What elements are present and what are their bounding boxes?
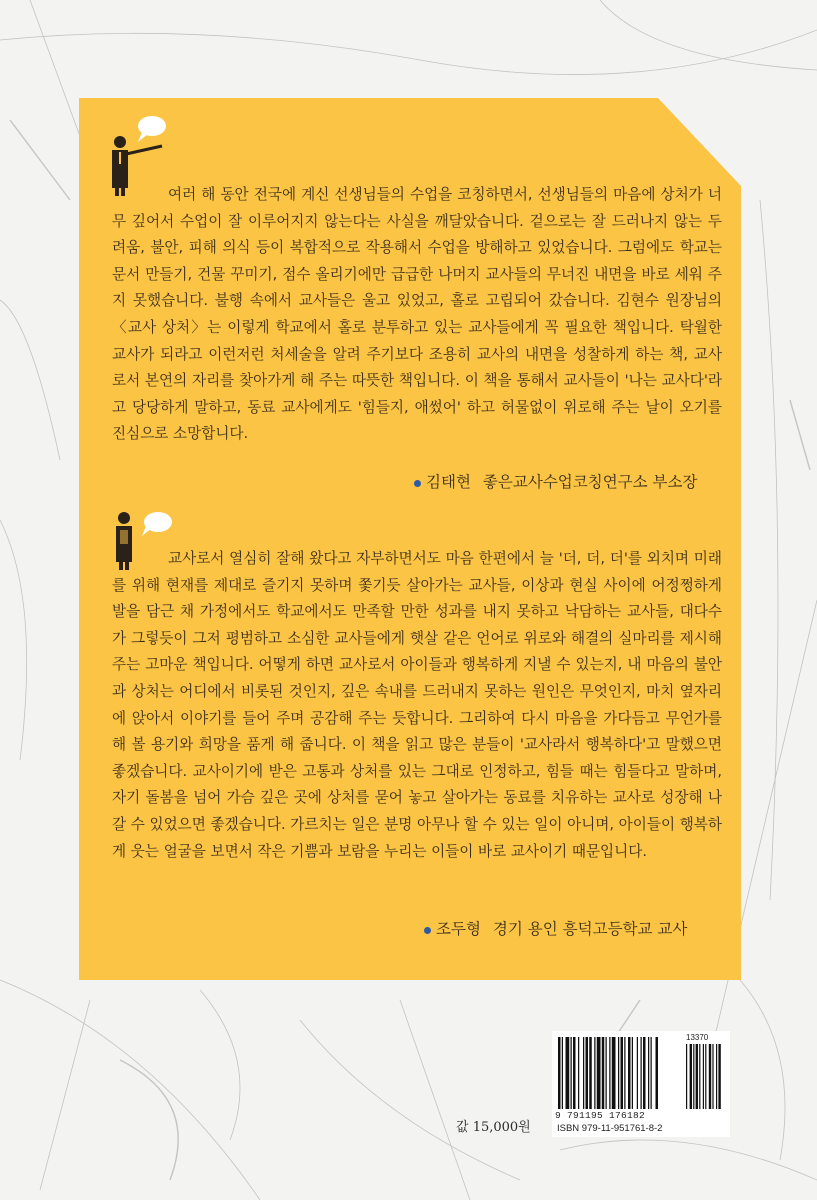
bullet-icon [424, 927, 431, 934]
barcode-bar [594, 1037, 595, 1109]
barcode-addon-bar [709, 1044, 711, 1109]
review-1-text: 여러 해 동안 전국에 계신 선생님들의 수업을 코칭하면서, 선생님들의 마음에 상처가 너무 깊어서 수업이 잘 이루어지지 않는다는 사실을 깨달았습니다. 겉으로는 잘 드러나지 않는 두려움, 불안, 피해 의식 등이 복합적으로 작용해서 수업을 방해하고 있었습니다. 그럼에도 학교는 문서 만들기, 건물 꾸미기, 점수 올리기에만 급급한 나머지 교사들의 무너진 내면을 바로 세워 주지 못했습니다. 불행 속에서 교사들은 울고 있었고, 홀로 고립되어 갔습니다. 김현수 원장님의 〈교사 상처〉는 이렇게 학교에서 홀로 분투하고 있는 교사들에게 꼭 필요한 책입니다. 탁월한 교사가 되라고 이런저런 처세술을 알려 주기보다 조용히 교사의 내면을 성찰하게 하는 책, 교사로서 본연의 자리를 찾아가게 해 주는 따뜻한 책입니다. 이 책을 통해서 교사들이 '나는 교사다'라고 당당하게 말하고, 동료 교사에게도 '힘들지, 애썼어' 하고 허물없이 위로해 주는 날이 오기를 진심으로 소망합니다. [112, 186, 722, 443]
barcode-bar [641, 1037, 642, 1109]
review-2-author-title: 경기 용인 흥덕고등학교 교사 [492, 920, 688, 938]
barcode-bar [612, 1037, 616, 1109]
barcode-bar [628, 1037, 631, 1109]
isbn-number: ISBN 979-11-951761-8-2 [557, 1123, 663, 1134]
barcode-addon-number: 13370 [686, 1033, 709, 1042]
barcode-addon-bar [718, 1044, 720, 1109]
barcode-bar [606, 1037, 607, 1109]
barcode-bar [637, 1037, 638, 1109]
barcode-bar [578, 1037, 579, 1109]
barcode-bar [609, 1037, 610, 1109]
barcode-bar [656, 1037, 659, 1109]
barcode-addon-bar [716, 1044, 717, 1109]
barcode-bar [643, 1037, 646, 1109]
barcode-bar [566, 1037, 570, 1109]
review-2-author-name: 조두형 [436, 920, 481, 938]
review-1-author-name: 김태현 [426, 473, 471, 491]
barcode-bar [648, 1037, 649, 1109]
barcode-bar [621, 1037, 624, 1109]
barcode-addon-bar [699, 1044, 700, 1109]
barcode-bar [651, 1037, 652, 1109]
bullet-icon [414, 480, 421, 487]
barcode-digits: 9 791195 176182 [555, 1110, 646, 1121]
barcode-bar [632, 1037, 633, 1109]
barcode-bar [583, 1037, 584, 1109]
barcode-bar [602, 1037, 605, 1109]
barcode-addon-bar [690, 1044, 692, 1109]
barcode-bar [618, 1037, 619, 1109]
barcode-bar [571, 1037, 572, 1109]
barcode-addon-bar [693, 1044, 694, 1109]
barcode-bar [558, 1037, 561, 1109]
barcode-bar [586, 1037, 589, 1109]
review-2-signature [424, 917, 687, 939]
review-1-author-title: 좋은교사수업코칭연구소 부소장 [482, 473, 698, 491]
barcode-addon-bar [712, 1044, 713, 1109]
barcode-bar [562, 1037, 563, 1109]
review-2-text: 교사로서 열심히 잘해 왔다고 자부하면서도 마음 한편에서 늘 '더, 더, 더'를 외치며 미래를 위해 현재를 제대로 즐기지 못하며 쫓기듯 살아가는 교사들, 이상과 현실 사이에 어정쩡하게 발을 담근 채 가정에서도 학교에서도 만족할 만한 성과를 내지 못하고 낙담하는 교사들, 대다수가 그렇듯이 그저 평범하고 소심한 교사들에게 햇살 같은 언어로 위로와 해결의 실마리를 제시해 주는 고마운 책입니다. 어떻게 하면 교사로서 아이들과 행복하게 지낼 수 있는지, 내 마음의 불안과 상처는 어디에서 비롯된 것인지, 깊은 속내를 드러내지 못하는 원인은 무엇인지, 마치 옆자리에 앉아서 이야기를 들어 주며 공감해 주는 듯합니다. 그리하여 다시 마음을 가다듬고 무언가를 해 볼 용기와 희망을 품게 해 줍니다. 이 책을 읽고 많은 분들이 '교사라서 행복하다'고 말했으면 좋겠습니다. 교사이기에 받은 고통과 상처를 있는 그대로 인정하고, 힘들 때는 힘들다고 말하며, 자기 돌봄을 넘어 가슴 깊은 곳에 상처를 묻어 놓고 살아가는 동료를 치유하는 교사로 성장해 나갈 수 있었으면 좋겠습니다. 가르치는 일은 분명 아무나 할 수 있는 일이 아니며, 아이들이 행복하게 웃는 얼굴을 보면서 작은 기쁨과 보람을 누리는 이들이 바로 교사이기 때문입니다. [112, 550, 722, 860]
barcode-bar [624, 1037, 625, 1109]
barcode-addon-bar [703, 1044, 704, 1109]
barcode-bar [573, 1037, 576, 1109]
price-label: 값 15,000원 [456, 1120, 531, 1135]
barcode-bars [552, 1031, 730, 1137]
barcode-addon-bar [686, 1044, 687, 1109]
barcode-addon-bar [696, 1044, 698, 1109]
isbn-barcode [552, 1031, 730, 1137]
barcode-bar [597, 1037, 601, 1109]
barcode-bar [589, 1037, 592, 1109]
barcode-addon-bar [705, 1044, 706, 1109]
review-1-signature [414, 470, 697, 492]
